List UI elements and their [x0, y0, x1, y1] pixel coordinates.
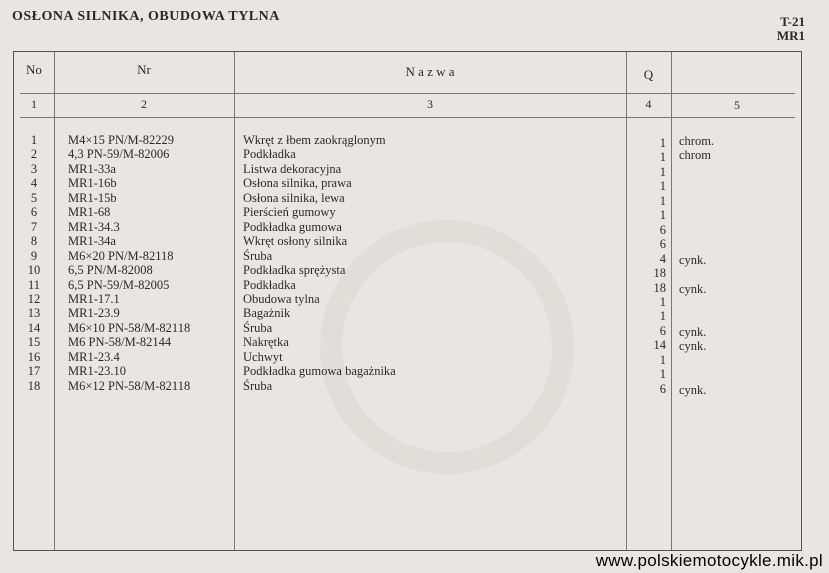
header-nazwa: N a z w a	[405, 64, 455, 79]
quantity: 6	[659, 237, 666, 252]
quantity: 1	[659, 150, 666, 165]
header-q: Q	[643, 67, 654, 82]
website-url: www.polskiemotocykle.mik.pl	[595, 551, 823, 570]
row-number: 13	[27, 306, 41, 321]
row-number: 8	[30, 234, 38, 249]
part-name: Obudowa tylna	[243, 291, 320, 306]
row-number: 3	[30, 161, 38, 176]
quantity: 4	[659, 251, 666, 266]
quantity: 1	[659, 294, 666, 309]
code-line-1: T-21	[780, 14, 805, 29]
row-number: 9	[30, 248, 38, 263]
code-line-2: MR1	[776, 28, 805, 43]
row-number: 12	[27, 291, 41, 306]
quantity: 6	[659, 323, 666, 338]
table-row	[14, 320, 803, 339]
part-number: 4,3 PN-59/M-82006	[68, 147, 170, 162]
part-number: MR1-23.10	[68, 364, 126, 379]
part-name: Listwa dekoracyjna	[243, 161, 342, 176]
column-number-4: 4	[645, 97, 652, 111]
row-number: 15	[27, 335, 41, 350]
part-number: 6,5 PN-59/M-82005	[68, 277, 170, 292]
quantity: 14	[653, 338, 666, 353]
row-number: 7	[30, 219, 38, 234]
part-name: Śruba	[243, 320, 273, 335]
quantity: 1	[659, 136, 666, 150]
header-nr: Nr	[137, 62, 151, 77]
quantity: 1	[659, 367, 666, 382]
column-number-2: 2	[141, 97, 147, 111]
quantity: 18	[653, 280, 666, 295]
row-number: 14	[27, 320, 41, 335]
row-number: 10	[27, 263, 41, 278]
row-number: 1	[30, 133, 38, 147]
row-number: 6	[30, 205, 38, 220]
part-name: Podkładka gumowa bagażnika	[243, 364, 396, 379]
quantity: 1	[659, 193, 666, 208]
part-name: Nakrętka	[243, 335, 289, 350]
header-no: No	[26, 62, 42, 77]
remarks: cynk.	[679, 382, 707, 397]
part-number: MR1-34.3	[68, 219, 120, 234]
part-number: M6 PN-58/M-82144	[68, 335, 172, 350]
remarks: chrom.	[679, 134, 715, 148]
remarks: cynk.	[679, 252, 707, 267]
part-number: MR1-15b	[68, 190, 117, 205]
part-name: Podkładka	[243, 147, 296, 162]
part-name: Wkręt osłony silnika	[243, 234, 348, 249]
part-name: Osłona silnika, lewa	[243, 190, 345, 205]
table-row	[14, 219, 803, 237]
part-name: Podkładka sprężysta	[243, 263, 346, 278]
table-row	[14, 147, 803, 165]
part-number: MR1-16b	[68, 176, 117, 191]
part-name: Uchwyt	[243, 349, 283, 364]
table-row	[14, 248, 803, 267]
quantity: 6	[659, 381, 666, 396]
table-row	[14, 277, 803, 296]
part-name: Wkręt z łbem zaokrąglonym	[243, 133, 386, 147]
part-number: MR1-23.9	[68, 306, 120, 321]
remarks: cynk.	[679, 281, 707, 296]
table-row	[14, 190, 803, 208]
table-row	[14, 176, 803, 194]
page-title: OSŁONA SILNIKA, OBUDOWA TYLNA	[12, 9, 280, 24]
column-number-3: 3	[427, 97, 433, 111]
remarks: cynk.	[679, 339, 707, 354]
quantity: 1	[659, 208, 666, 223]
table-row	[14, 335, 803, 354]
remarks: chrom	[679, 148, 711, 163]
part-name: Bagażnik	[243, 306, 291, 321]
header-divider	[20, 93, 795, 94]
part-number: M4×15 PN/M-82229	[68, 133, 175, 147]
table-row	[14, 349, 803, 367]
quantity: 1	[659, 179, 666, 194]
part-number: MR1-68	[68, 205, 111, 220]
table-row	[14, 263, 803, 281]
part-number: M6×12 PN-58/M-82118	[68, 378, 191, 393]
part-name: Podkładka	[243, 277, 296, 292]
table-row	[14, 234, 803, 252]
row-number: 5	[30, 190, 38, 205]
table-row	[14, 133, 803, 150]
table-row	[14, 306, 803, 324]
table-row	[14, 364, 803, 382]
part-name: Podkładka gumowa	[243, 219, 342, 234]
table-row	[14, 291, 803, 309]
part-number: MR1-33a	[68, 161, 116, 176]
column-number-1: 1	[31, 97, 37, 111]
part-number: M6×10 PN-58/M-82118	[68, 320, 191, 335]
column-number-5: 5	[734, 98, 740, 112]
quantity: 1	[659, 352, 666, 367]
row-number: 16	[27, 349, 41, 364]
part-number: MR1-34a	[68, 234, 116, 249]
quantity: 18	[653, 266, 666, 281]
row-number: 17	[27, 364, 41, 379]
page-code	[777, 15, 805, 43]
table-row	[14, 161, 803, 179]
part-name: Pierścień gumowy	[243, 205, 336, 220]
parts-table	[13, 51, 802, 551]
row-number: 18	[27, 378, 41, 393]
column-number-divider	[20, 117, 795, 118]
part-number: 6,5 PN/M-82008	[68, 263, 153, 278]
remarks: cynk.	[679, 324, 707, 339]
row-number: 4	[30, 176, 38, 191]
part-number: M6×20 PN/M-82118	[68, 248, 174, 263]
part-name: Śruba	[243, 378, 273, 393]
quantity: 1	[659, 309, 666, 324]
part-name: Osłona silnika, prawa	[243, 176, 352, 191]
table-row	[14, 378, 803, 397]
row-number: 11	[27, 277, 41, 292]
table-row	[14, 205, 803, 223]
quantity: 1	[659, 164, 666, 179]
quantity: 6	[659, 222, 666, 237]
row-number: 2	[30, 147, 38, 162]
part-number: MR1-23.4	[68, 349, 120, 364]
part-number: MR1-17.1	[68, 291, 120, 306]
part-name: Śruba	[243, 248, 273, 263]
